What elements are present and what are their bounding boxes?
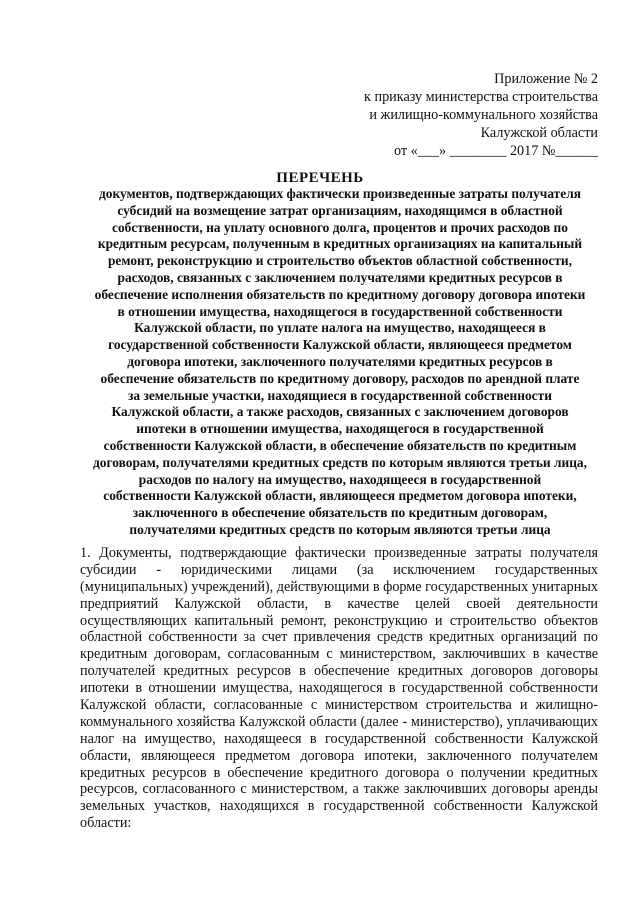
subtitle-line: ремонт, реконструкцию и строительство объектов областной собственности, <box>107 253 572 269</box>
body-line: земельных участков, находящихся в государственной собственности Калужской <box>80 798 598 815</box>
body-line: Калужской области, согласованные с министерством строительства и жилищно- <box>80 697 598 714</box>
subtitle-line: кредитным ресурсам, полученным в кредитных организациях на капитальный <box>97 236 583 252</box>
body-line: 1. Документы, подтверждающие фактически произведенные затраты получателя <box>80 545 598 561</box>
subtitle-line: расходов по налогу на имущество, находящееся в государственной <box>138 471 542 487</box>
document-title: ПЕРЕЧЕНЬ <box>276 170 364 186</box>
body-line: предприятий Калужской области, в качестве целей своей деятельности <box>80 595 598 612</box>
body-line: ресурсов, согласованного с министерством, а также заключивших договоры аренды <box>80 781 598 798</box>
subtitle-line: собственности, на уплату основного долга, процентов и прочих расходов по <box>112 219 568 235</box>
body-line: области: <box>80 815 132 832</box>
appendix-number: Приложение № 2 <box>494 71 598 87</box>
subtitle-line: собственности Калужской области, являющееся предметом договора ипотеки, <box>103 488 577 504</box>
document-subtitle <box>80 186 600 539</box>
appendix-order-ref: к приказу министерства строительства <box>364 89 598 105</box>
body-line: кредитных ресурсов в обеспечение кредитного договора о получении кредитных <box>80 764 598 781</box>
body-line: субсидии - юридическими лицами (за исключением государственных <box>80 561 598 578</box>
subtitle-line: документов, подтверждающих фактически произведенные затраты получателя <box>99 186 581 201</box>
subtitle-line: Калужской области, а также расходов, связанных с заключением договоров <box>111 404 569 420</box>
subtitle-line: Калужской области, по уплате налога на имущество, находящееся в <box>134 320 546 336</box>
body-line: налог на имущество, находящееся в государственной собственности Калужской <box>80 730 598 747</box>
subtitle-line: за земельные участки, находящиеся в государственной собственности <box>128 387 552 403</box>
body-line: кредитным договорам, согласованным с министерством, заключивших в качестве <box>80 646 598 663</box>
body-line: областной собственности за счет привлечения средств кредитных организаций по <box>80 629 598 646</box>
appendix-region: Калужской области <box>480 125 598 141</box>
appendix-date-number: от «___» ________ 2017 №______ <box>394 143 598 159</box>
body-line: получателей кредитных ресурсов в обеспечение кредитных договоров договоры <box>80 663 598 680</box>
subtitle-line: обеспечение обязательств по кредитному договору, расходов по арендной плате <box>100 370 580 386</box>
body-line: (муниципальных) учреждений), действующими в форме государственных унитарных <box>80 578 598 595</box>
appendix-header <box>338 70 598 160</box>
body-line: области, являющееся предметом договора ипотеки, заключенного получателем <box>80 747 598 764</box>
body-line: коммунального хозяйства Калужской области (далее - министерство), уплачивающих <box>80 713 598 730</box>
subtitle-line: заключенного в обеспечение обязательств по кредитным договорам, <box>132 505 548 521</box>
subtitle-line: получателями кредитных средств по которым являются третьи лица <box>129 521 551 537</box>
subtitle-line: договора ипотеки, заключенного получателями кредитных ресурсов в <box>127 353 553 369</box>
body-paragraph <box>80 545 598 832</box>
appendix-ministry: и жилищно-коммунального хозяйства <box>369 107 598 123</box>
body-line: осуществляющих капитальный ремонт, реконструкцию и строительство объектов <box>80 612 598 629</box>
subtitle-line: субсидий на возмещение затрат организациям, находящимся в областной <box>117 202 563 218</box>
subtitle-line: договорам, получателями кредитных средств по которым являются третьи лица, <box>93 454 587 470</box>
subtitle-line: обеспечение исполнения обязательств по кредитному договору договора ипотеки <box>94 286 586 302</box>
subtitle-line: государственной собственности Калужской области, являющееся предметом <box>108 337 572 353</box>
subtitle-line: в отношении имущества, находящегося в государственной собственности <box>117 303 563 319</box>
body-line: ипотеки в отношении имущества, находящегося в государственной собственности <box>80 680 598 697</box>
subtitle-line: собственности Калужской области, в обеспечение обязательств по кредитным <box>103 437 577 453</box>
subtitle-line: расходов, связанных с заключением получателями кредитных ресурсов в <box>117 269 563 285</box>
subtitle-line: ипотеки в отношении имущества, находящегося в государственной <box>136 421 544 437</box>
